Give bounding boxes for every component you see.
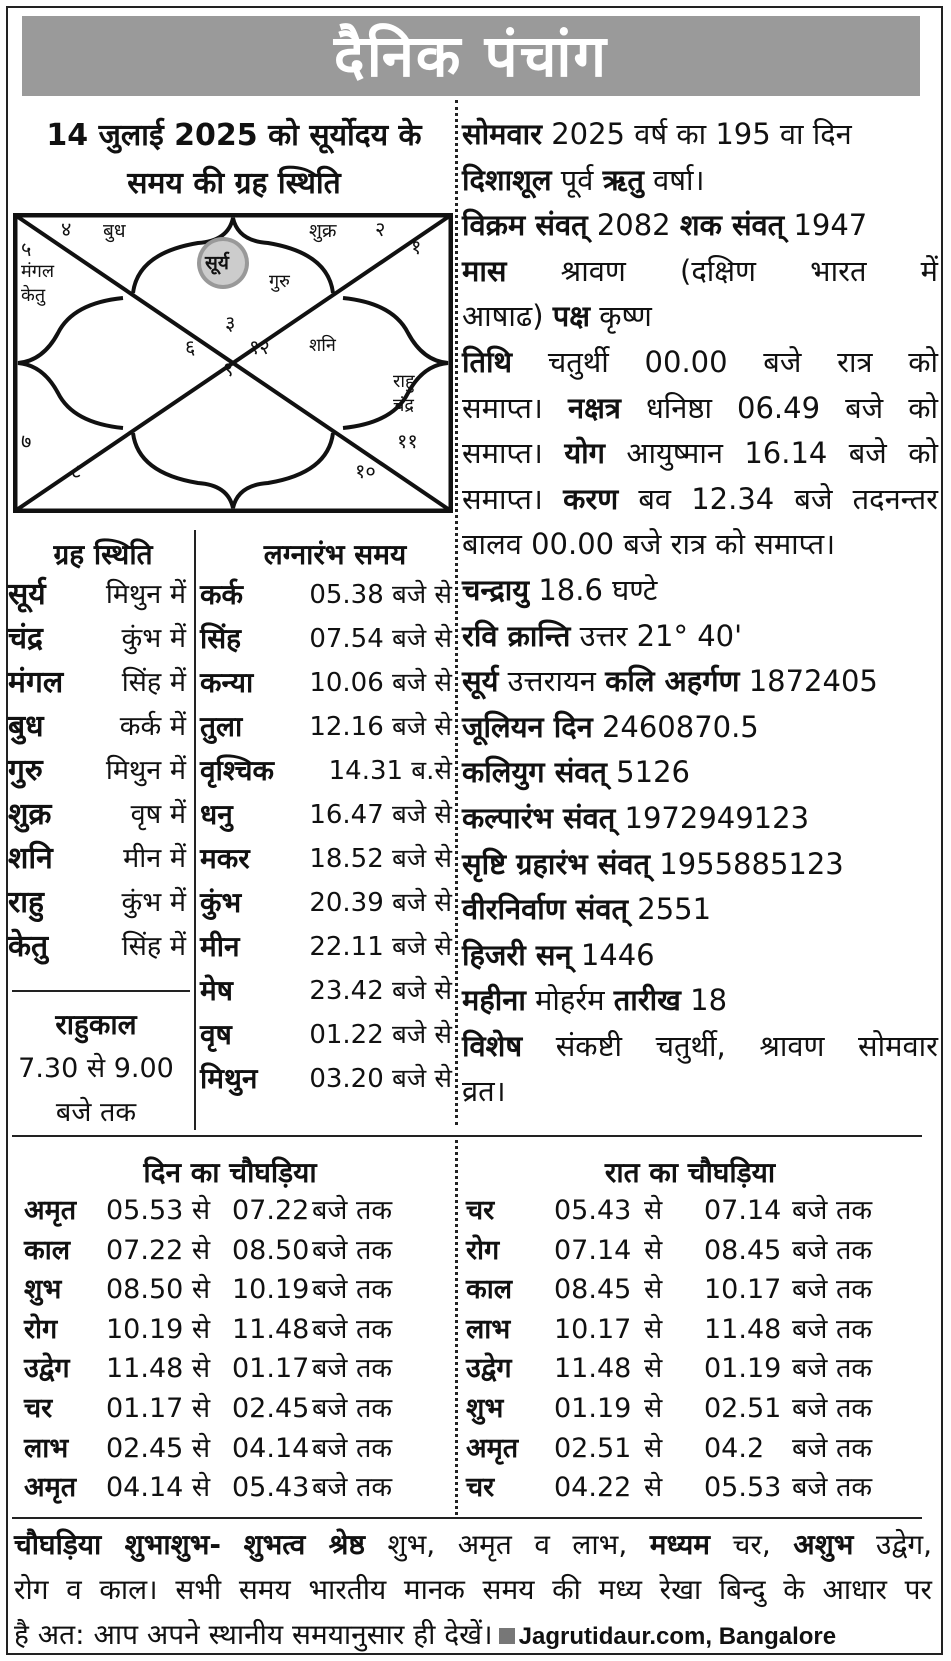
lagna-time: 05.38 बजे से xyxy=(309,580,452,610)
choghadiya-se: से xyxy=(644,1393,663,1424)
graha-sign: वृष में xyxy=(130,799,186,830)
vishesh-line: विशेष संकष्टी चतुर्थी, श्रावण सोमवार xyxy=(462,1028,938,1063)
choghadiya-name: रोग xyxy=(466,1234,500,1266)
graha-sign: सिंह में xyxy=(121,667,186,698)
lagna-time: 01.22 बजे से xyxy=(309,1020,452,1050)
choghadiya-from: 05.53 से xyxy=(106,1195,211,1226)
graha-sign: कुंभ में xyxy=(121,887,186,918)
table-row xyxy=(24,1231,444,1271)
section-divider xyxy=(12,1135,922,1137)
lagna-time: 07.54 बजे से xyxy=(309,624,452,654)
table-row xyxy=(200,573,452,617)
graha-name: मंगल xyxy=(8,665,64,700)
rahukaal-heading: राहुकाल xyxy=(55,1008,137,1041)
choghadiya-name: अमृत xyxy=(24,1472,77,1504)
hijri-line: हिजरी सन् 1446 xyxy=(462,937,655,972)
house-3: ३ xyxy=(225,311,236,335)
table-row xyxy=(200,881,452,925)
graha-name: चंद्र xyxy=(8,621,43,656)
table-row xyxy=(200,969,452,1013)
choghadiya-name: उद्वेग xyxy=(24,1353,70,1385)
choghadiya-suffix: बजे तक xyxy=(312,1313,393,1345)
choghadiya-from: 05.43 xyxy=(554,1195,632,1226)
choghadiya-suffix: बजे तक xyxy=(312,1234,393,1266)
table-row xyxy=(466,1310,906,1350)
choghadiya-to: 11.48 xyxy=(704,1313,782,1345)
choghadiya-se: से xyxy=(644,1432,663,1464)
house-1: १ xyxy=(411,235,422,259)
veernirvan-line: वीरनिर्वाण संवत् 2551 xyxy=(462,892,712,927)
house-4: ४ xyxy=(61,217,72,241)
paksha-line: आषाढ) पक्ष कृष्ण xyxy=(462,299,652,334)
choghadiya-suffix: बजे तक xyxy=(792,1274,873,1306)
panchang-details xyxy=(462,112,938,1115)
lagna-time: 10.06 बजे से xyxy=(309,668,452,698)
choghadiya-to: 01.19 xyxy=(704,1353,782,1385)
choghadiya-to: 10.17 xyxy=(704,1274,782,1306)
table-row xyxy=(24,1191,444,1231)
night-choghadiya-heading: रात का चौघड़िया xyxy=(604,1156,776,1189)
choghadiya-suffix: बजे तक xyxy=(792,1353,873,1385)
choghadiya-name: शुभ xyxy=(466,1393,504,1424)
tithi-line: तिथि चतुर्थी 00.00 बजे रात्र को xyxy=(462,344,938,379)
choghadiya-name: शुभ xyxy=(24,1274,62,1306)
choghadiya-name: काल xyxy=(466,1274,513,1306)
lagna-time: 16.47 बजे से xyxy=(309,800,452,830)
table-row xyxy=(200,705,452,749)
footer-divider xyxy=(12,1517,922,1519)
lagna-heading: लग्नारंभ समय xyxy=(263,538,407,571)
choghadiya-se: से xyxy=(644,1234,663,1266)
square-icon xyxy=(499,1628,515,1644)
house-6: ६ xyxy=(185,335,196,359)
table-row xyxy=(466,1468,906,1508)
choghadiya-from: 08.45 xyxy=(554,1274,632,1306)
table-row xyxy=(8,617,186,661)
kaliyug-line: कलियुग संवत् 5126 xyxy=(462,755,690,790)
brand-text: Jagrutidaur.com, Bangalore xyxy=(518,1623,837,1650)
choghadiya-se: से xyxy=(644,1353,663,1385)
choghadiya-suffix: बजे तक xyxy=(792,1472,873,1504)
graha-sign: कुंभ में xyxy=(121,623,186,654)
choghadiya-name: चर xyxy=(466,1195,495,1226)
graha-name: शुक्र xyxy=(8,797,52,832)
samvat-line: विक्रम संवत् 2082 शक संवत् 1947 xyxy=(462,208,868,243)
choghadiya-to: 04.2 xyxy=(704,1432,765,1464)
positions-title-line-1: 14 जुलाई 2025 को सूर्योदय के xyxy=(46,118,422,153)
lagna-sign: सिंह xyxy=(200,622,242,655)
choghadiya-se: से xyxy=(644,1472,663,1504)
house-5: ५ xyxy=(21,237,32,261)
lagna-sign: कर्क xyxy=(200,578,244,611)
nakshatra-line: समाप्त। नक्षत्र धनिष्ठा 06.49 बजे को xyxy=(462,390,939,425)
choghadiya-to: 02.51 xyxy=(704,1393,782,1424)
table-row xyxy=(200,1013,452,1057)
choghadiya-name: रोग xyxy=(24,1313,58,1345)
choghadiya-to: 01.17 xyxy=(232,1353,310,1385)
choghadiya-from: 04.14 से xyxy=(106,1472,211,1504)
choghadiya-divider xyxy=(455,1140,458,1515)
table-row xyxy=(8,793,186,837)
table-row xyxy=(24,1468,444,1508)
choghadiya-from: 08.50 से xyxy=(106,1274,211,1306)
choghadiya-suffix: बजे तक xyxy=(792,1195,873,1226)
choghadiya-from: 02.51 xyxy=(554,1432,632,1464)
choghadiya-suffix: बजे तक xyxy=(792,1393,873,1424)
choghadiya-suffix: बजे तक xyxy=(312,1353,393,1385)
table-row xyxy=(8,661,186,705)
page-title: दैनिक पंचांग xyxy=(22,16,920,96)
kalparambh-line: कल्पारंभ संवत् 1972949123 xyxy=(462,800,810,835)
planet-budh: बुध xyxy=(103,220,126,242)
table-row xyxy=(8,881,186,925)
table-row xyxy=(24,1429,444,1469)
yoga-line: समाप्त। योग आयुष्मान 16.14 बजे को xyxy=(462,436,938,471)
srishti-line: सृष्टि ग्रहारंभ संवत् 1955885123 xyxy=(462,846,844,881)
lagna-sign: मकर xyxy=(200,842,250,875)
choghadiya-to: 05.43 xyxy=(232,1472,310,1504)
planet-chandra: चंद्र xyxy=(393,395,414,416)
table-row xyxy=(200,749,452,793)
choghadiya-suffix: बजे तक xyxy=(312,1432,393,1464)
lagna-sign: तुला xyxy=(200,710,243,743)
maas-line: मास श्रावण (दक्षिण भारत में xyxy=(462,253,939,288)
table-row xyxy=(466,1270,906,1310)
table-row xyxy=(200,661,452,705)
house-11: ११ xyxy=(397,429,418,453)
choghadiya-to: 11.48 xyxy=(232,1313,310,1345)
lagna-sign: कन्या xyxy=(200,666,254,699)
julian-line: जूलियन दिन 2460870.5 xyxy=(462,709,759,744)
choghadiya-from: 01.19 xyxy=(554,1393,632,1424)
lagna-time: 20.39 बजे से xyxy=(309,888,452,918)
planet-shukra: शुक्र xyxy=(309,220,337,242)
karan-line: समाप्त। करण बव 12.34 बजे तदनन्तर xyxy=(462,481,938,516)
lagna-time: 03.20 बजे से xyxy=(309,1064,452,1094)
table-row xyxy=(24,1389,444,1429)
choghadiya-to: 07.22 xyxy=(232,1195,310,1226)
house-9: ९ xyxy=(223,357,234,381)
table-row xyxy=(8,837,186,881)
choghadiya-name: लाभ xyxy=(24,1432,69,1464)
graha-sign: सिंह में xyxy=(121,931,186,962)
house-8: ८ xyxy=(71,459,82,483)
graha-name: सूर्य xyxy=(8,577,46,612)
column-divider xyxy=(455,100,458,1125)
choghadiya-name: उद्वेग xyxy=(466,1353,512,1385)
footer-line-3: है अत: आप अपने स्थानीय समयानुसार ही देखें। Jagrutidaur.com, Bangalore xyxy=(14,1618,837,1651)
choghadiya-from: 04.22 xyxy=(554,1472,632,1504)
rahukaal-suffix: बजे तक xyxy=(55,1097,137,1128)
graha-sign: मिथुन में xyxy=(105,755,186,786)
rahukaal-divider xyxy=(12,990,190,992)
planet-ketu: केतु xyxy=(21,285,46,306)
table-row xyxy=(466,1349,906,1389)
choghadiya-to: 04.14 xyxy=(232,1432,310,1464)
table-row xyxy=(466,1389,906,1429)
choghadiya-name: चर xyxy=(24,1393,53,1424)
choghadiya-to: 10.19 xyxy=(232,1274,310,1306)
footer-line-1: चौघड़िया शुभाशुभ- शुभत्व श्रेष्ठ शुभ, अमृत व लाभ, मध्यम चर, अशुभ उद्वेग, xyxy=(14,1528,933,1561)
kundli-chart xyxy=(13,213,453,513)
choghadiya-se: से xyxy=(644,1313,663,1345)
lagna-time: 18.52 बजे से xyxy=(309,844,452,874)
table-row xyxy=(200,837,452,881)
choghadiya-suffix: बजे तक xyxy=(312,1195,393,1226)
lagna-time: 23.42 बजे से xyxy=(309,976,452,1006)
planet-mangal: मंगल xyxy=(21,261,55,282)
lagna-time: 14.31 ब.से xyxy=(328,756,452,786)
table-row xyxy=(200,925,452,969)
table-row xyxy=(8,573,186,617)
choghadiya-to: 02.45 xyxy=(232,1393,310,1424)
lagna-sign: वृष xyxy=(200,1018,232,1051)
choghadiya-name: अमृत xyxy=(466,1432,519,1464)
choghadiya-from: 10.19 से xyxy=(106,1313,211,1345)
choghadiya-name: काल xyxy=(24,1234,71,1266)
choghadiya-suffix: बजे तक xyxy=(792,1313,873,1345)
lagna-sign: कुंभ xyxy=(200,886,242,919)
graha-name: शनि xyxy=(8,841,53,876)
choghadiya-suffix: बजे तक xyxy=(792,1432,873,1464)
positions-title-line-2: समय की ग्रह स्थिति xyxy=(127,166,341,201)
footer-note xyxy=(14,1522,932,1659)
table-row xyxy=(200,1057,452,1101)
table-row xyxy=(8,705,186,749)
lagna-time: 22.11 बजे से xyxy=(309,932,452,962)
ahargan-line: सूर्य उत्तरायन कलि अहर्गण 1872405 xyxy=(462,664,878,699)
lagna-sign: धनु xyxy=(200,798,233,831)
house-2: २ xyxy=(375,217,386,241)
choghadiya-name: चर xyxy=(466,1472,495,1504)
mahina-line: महीना मोहर्रम तारीख 18 xyxy=(462,983,728,1018)
rahukaal-time: 7.30 से 9.00 xyxy=(18,1053,174,1084)
choghadiya-suffix: बजे तक xyxy=(792,1234,873,1266)
house-10: १० xyxy=(355,459,376,483)
planet-shani: शनि xyxy=(309,335,336,356)
choghadiya-from: 11.48 से xyxy=(106,1353,211,1385)
graha-name: गुरु xyxy=(8,753,43,788)
choghadiya-to: 05.53 xyxy=(704,1472,782,1504)
graha-sign: मिथुन में xyxy=(105,579,186,610)
weekday-line: सोमवार 2025 वर्ष का 195 वा दिन xyxy=(462,117,852,151)
ravi-kranti-line: रवि क्रान्ति उत्तर 21° 40' xyxy=(462,618,743,653)
house-12: १२ xyxy=(249,335,270,359)
choghadiya-name: अमृत xyxy=(24,1195,77,1226)
choghadiya-suffix: बजे तक xyxy=(312,1274,393,1306)
choghadiya-from: 07.14 xyxy=(554,1234,632,1266)
table-row xyxy=(24,1270,444,1310)
house-7: ७ xyxy=(21,429,32,453)
choghadiya-to: 08.45 xyxy=(704,1234,782,1266)
choghadiya-from: 10.17 xyxy=(554,1313,632,1345)
table-row xyxy=(466,1429,906,1469)
graha-sthiti-heading: ग्रह स्थिति xyxy=(53,538,153,571)
choghadiya-se: से xyxy=(644,1195,663,1226)
choghadiya-to: 07.14 xyxy=(704,1195,782,1226)
chandrayu-line: चन्द्रायु 18.6 घण्टे xyxy=(462,572,658,607)
graha-sign: कर्क में xyxy=(119,711,186,742)
table-row xyxy=(8,925,186,969)
choghadiya-suffix: बजे तक xyxy=(312,1393,393,1424)
dishashool-line: दिशाशूल पूर्व ऋतु वर्षा। xyxy=(462,162,705,197)
planet-surya: सूर्य xyxy=(205,252,229,274)
lagna-sign: मेष xyxy=(200,974,233,1007)
planet-guru: गुरु xyxy=(269,271,290,292)
lagna-sign: मीन xyxy=(200,930,240,963)
lagna-time: 12.16 बजे से xyxy=(309,712,452,742)
positions-title xyxy=(14,112,454,208)
choghadiya-to: 08.50 xyxy=(232,1234,310,1266)
vrat-line: व्रत। xyxy=(462,1074,506,1109)
choghadiya-from: 02.45 से xyxy=(106,1432,211,1464)
graha-name: राहु xyxy=(8,885,44,920)
rahukaal-box xyxy=(6,1003,186,1135)
graha-name: केतु xyxy=(8,929,49,964)
karan-line-2: बालव 00.00 बजे रात्र को समाप्त। xyxy=(462,527,836,562)
table-row xyxy=(200,793,452,837)
choghadiya-suffix: बजे तक xyxy=(312,1472,393,1504)
choghadiya-from: 07.22 से xyxy=(106,1234,211,1266)
table-row xyxy=(8,749,186,793)
planet-rahu: राहु xyxy=(393,371,415,392)
choghadiya-from: 01.17 से xyxy=(106,1393,211,1424)
choghadiya-se: से xyxy=(644,1274,663,1306)
graha-sign: मीन में xyxy=(123,843,186,874)
day-choghadiya-heading: दिन का चौघड़िया xyxy=(143,1156,317,1189)
lagna-sign: वृश्चिक xyxy=(200,754,275,787)
graha-name: बुध xyxy=(8,709,44,744)
table-row xyxy=(466,1191,906,1231)
table-row xyxy=(24,1349,444,1389)
table-row xyxy=(200,617,452,661)
footer-line-2: रोग व काल। सभी समय भारतीय मानक समय की मध्य रेखा बिन्दु के आधार पर xyxy=(14,1573,932,1606)
table-divider xyxy=(194,530,196,1130)
choghadiya-name: लाभ xyxy=(466,1313,511,1345)
table-row xyxy=(24,1310,444,1350)
choghadiya-from: 11.48 xyxy=(554,1353,632,1385)
lagna-sign: मिथुन xyxy=(200,1062,258,1095)
table-row xyxy=(466,1231,906,1271)
